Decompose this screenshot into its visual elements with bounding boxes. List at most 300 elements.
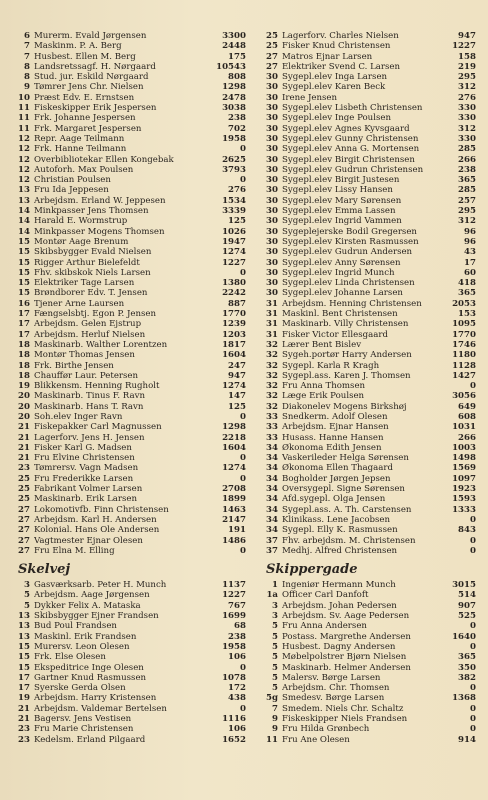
- resident-name: Murersv. Leon Olesen: [34, 641, 130, 652]
- tax-amount: 947: [458, 31, 476, 41]
- house-number: 5: [272, 641, 278, 652]
- list-item: [262, 402, 476, 412]
- resident-name: Sygepl.elev Mary Sørensen: [282, 195, 402, 206]
- house-number: 34: [266, 525, 278, 536]
- resident-name: Fhv. arbejdsm. M. Christensen: [282, 535, 416, 546]
- tax-amount: 1274: [222, 381, 246, 392]
- house-number: 25: [266, 31, 278, 41]
- resident-name: Arbejdsm. Valdemar Bertelsen: [34, 703, 167, 714]
- tax-amount: 0: [470, 641, 476, 652]
- tax-amount: 1274: [222, 463, 246, 474]
- left-top-list: [14, 31, 246, 556]
- house-number: 15: [18, 662, 30, 673]
- house-number: 17: [18, 672, 30, 683]
- tax-amount: 2708: [222, 484, 246, 495]
- resident-name: Økonoma Ellen Thagaard: [282, 463, 394, 474]
- resident-name: Sygepl.elev Ingrid Munch: [282, 267, 395, 278]
- tax-amount: 1097: [452, 473, 476, 484]
- list-item: [262, 144, 476, 154]
- resident-name: Oversygepl. Signe Sørensen: [282, 484, 405, 495]
- tax-amount: 1958: [222, 641, 246, 652]
- tax-amount: 1770: [452, 329, 476, 340]
- resident-name: Blikkensm. Henning Rugholt: [34, 381, 160, 392]
- resident-name: Arbejdsm. Karl H. Andersen: [34, 514, 157, 525]
- list-item: [14, 62, 246, 72]
- house-number: 32: [266, 401, 278, 412]
- house-number: 30: [266, 175, 278, 186]
- resident-name: Fisker Karl G. Madsen: [34, 442, 132, 453]
- resident-name: Minkpasser Jens Thomsen: [34, 206, 149, 217]
- resident-name: Fru Ane Olesen: [282, 734, 350, 745]
- resident-name: Sygepl.elev Anna G. Mortensen: [282, 144, 420, 155]
- list-item: [262, 124, 476, 134]
- house-number: 5: [272, 672, 278, 683]
- resident-name: Fiskepakker Carl Magnussen: [34, 422, 162, 433]
- list-item: [14, 82, 246, 92]
- resident-name: Ingeniør Hermann Munch: [282, 580, 396, 591]
- house-number: 23: [18, 734, 30, 745]
- tax-amount: 276: [228, 185, 246, 196]
- house-number: 27: [266, 51, 278, 62]
- resident-name: Maskinm. P. A. Berg: [34, 41, 122, 52]
- house-number: 3: [272, 600, 278, 611]
- tax-amount: 1203: [222, 329, 246, 340]
- tax-amount: 312: [458, 82, 476, 93]
- house-number: 30: [266, 236, 278, 247]
- resident-name: Chauffør Laur. Petersen: [34, 370, 139, 381]
- list-item: [262, 463, 476, 473]
- list-item: [262, 611, 476, 621]
- list-item: [262, 484, 476, 494]
- tax-amount: 1604: [222, 442, 246, 453]
- house-number: 32: [266, 381, 278, 392]
- house-number: 34: [266, 494, 278, 505]
- resident-name: Postass. Margrethe Andersen: [282, 631, 411, 642]
- tax-amount: 172: [228, 683, 246, 694]
- house-number: 5: [272, 662, 278, 673]
- list-item: [14, 299, 246, 309]
- house-number: 8: [24, 72, 30, 83]
- list-item: [262, 196, 476, 206]
- resident-name: Repr. Aage Teilmann: [34, 133, 125, 144]
- resident-name: Lokomotivfb. Finn Christensen: [34, 504, 169, 515]
- list-item: [14, 41, 246, 51]
- resident-name: Diakonelev Mogens Birkshøj: [282, 401, 407, 412]
- house-number: 23: [18, 463, 30, 474]
- tax-amount: 1899: [222, 494, 246, 505]
- list-item: [14, 113, 246, 123]
- house-number: 27: [266, 61, 278, 72]
- tax-amount: 17: [464, 257, 476, 268]
- list-item: [262, 433, 476, 443]
- resident-name: Tømrersv. Vagn Madsen: [34, 463, 139, 474]
- list-item: [14, 185, 246, 195]
- list-item: [262, 580, 476, 590]
- resident-name: Brøndborer Edv. T. Jensen: [34, 288, 148, 299]
- tax-amount: 1227: [222, 590, 246, 601]
- resident-name: Skibsbygger Ejner Frandsen: [34, 611, 159, 622]
- house-number: 27: [18, 525, 30, 536]
- list-item: [14, 124, 246, 134]
- tax-amount: 1463: [222, 504, 246, 515]
- list-item: [14, 453, 246, 463]
- resident-name: Lagerforv. Jens H. Jensen: [34, 432, 145, 443]
- resident-name: Bud Poul Frandsen: [34, 621, 117, 632]
- resident-name: Fru Elvine Christensen: [34, 453, 135, 464]
- tax-amount: 96: [464, 226, 476, 237]
- house-number: 25: [18, 484, 30, 495]
- list-item: [14, 72, 246, 82]
- tax-amount: 808: [228, 72, 246, 83]
- resident-name: Sygepl.elev Ingrid Vammen: [282, 216, 402, 227]
- resident-name: Smedem. Niels Chr. Schaltz: [282, 703, 404, 714]
- tax-amount: 1380: [222, 278, 246, 289]
- tax-amount: 382: [458, 672, 476, 683]
- list-item: [14, 165, 246, 175]
- resident-name: Husbest. Dagny Andersen: [282, 641, 396, 652]
- list-item: [262, 113, 476, 123]
- house-number: 30: [266, 103, 278, 114]
- right-top-list: [262, 31, 476, 556]
- tax-amount: 0: [240, 473, 246, 484]
- tax-amount: 0: [240, 144, 246, 155]
- tax-amount: 3300: [222, 31, 246, 41]
- resident-name: Fængselsbtj. Egon P. Jensen: [34, 309, 157, 320]
- house-number: 12: [18, 175, 30, 186]
- tax-amount: 907: [458, 600, 476, 611]
- list-item: [262, 93, 476, 103]
- list-item: [14, 463, 246, 473]
- tax-amount: 1031: [452, 422, 476, 433]
- list-item: [262, 185, 476, 195]
- house-number: 32: [266, 370, 278, 381]
- tax-amount: 330: [458, 113, 476, 124]
- resident-name: Sygepl.ass. Karen J. Thomsen: [282, 370, 411, 381]
- tax-amount: 175: [228, 51, 246, 62]
- list-item: [262, 175, 476, 185]
- resident-name: Vagtmester Ejnar Olesen: [34, 535, 143, 546]
- house-number: 30: [266, 144, 278, 155]
- tax-amount: 0: [240, 662, 246, 673]
- resident-name: Arbejdsm. Henning Christensen: [282, 298, 422, 309]
- resident-name: Elektriker Svend C. Larsen: [282, 61, 401, 72]
- resident-name: Sygeh.portør Harry Andersen: [282, 350, 412, 361]
- house-number: 5: [24, 590, 30, 601]
- house-number: 15: [18, 257, 30, 268]
- house-number: 18: [18, 360, 30, 371]
- resident-name: Fisker Victor Ellesgaard: [282, 329, 388, 340]
- street-heading-skelvej: Skelvej: [18, 562, 71, 578]
- list-item: [262, 268, 476, 278]
- resident-name: Minkpasser Mogens Thomsen: [34, 226, 165, 237]
- house-number: 20: [18, 391, 30, 402]
- tax-amount: 0: [470, 714, 476, 724]
- tax-amount: 1746: [452, 339, 476, 350]
- tax-amount: 947: [228, 370, 246, 381]
- house-number: 18: [18, 350, 30, 361]
- resident-name: Sygepl.elev Birgit Christensen: [282, 154, 415, 165]
- house-number: 30: [266, 206, 278, 217]
- list-item: [262, 350, 476, 360]
- tax-amount: 2147: [222, 514, 246, 525]
- tax-amount: 3793: [222, 164, 246, 175]
- resident-name: Gasværksarb. Peter H. Munch: [34, 580, 167, 591]
- list-item: [14, 652, 246, 662]
- resident-name: Sygepl.elev Gudrun Christensen: [282, 164, 424, 175]
- tax-amount: 2478: [222, 92, 246, 103]
- resident-name: Fhv. skibskok Niels Larsen: [34, 267, 151, 278]
- house-number: 17: [18, 329, 30, 340]
- list-item: [262, 278, 476, 288]
- house-number: 37: [266, 545, 278, 556]
- resident-name: Husass. Hanne Hansen: [282, 432, 384, 443]
- resident-name: Sygepl.elev Lissy Hansen: [282, 185, 393, 196]
- resident-name: Malersv. Børge Larsen: [282, 672, 381, 683]
- resident-name: Sygepl.elev Kirsten Rasmussen: [282, 236, 419, 247]
- list-item: [14, 340, 246, 350]
- resident-name: Maskinarb. Walther Lorentzen: [34, 339, 168, 350]
- house-number: 30: [266, 195, 278, 206]
- resident-name: Sygepl.elev Birgit Justesen: [282, 175, 400, 186]
- tax-amount: 1427: [452, 370, 476, 381]
- house-number: 9: [272, 714, 278, 724]
- house-number: 19: [18, 693, 30, 704]
- resident-name: Fru Ida Jeppesen: [34, 185, 109, 196]
- list-item: [262, 632, 476, 642]
- tax-amount: 1227: [452, 41, 476, 52]
- tax-amount: 1652: [222, 734, 246, 745]
- resident-name: Fabrikant Volmer Larsen: [34, 484, 143, 495]
- resident-name: Arbejdsm. Harry Kristensen: [34, 693, 157, 704]
- list-item: [14, 611, 246, 621]
- resident-name: Sygeplejerske Bodil Gregersen: [282, 226, 417, 237]
- resident-name: Økonoma Edith Jensen: [282, 442, 382, 453]
- list-item: [262, 288, 476, 298]
- house-number: 31: [266, 329, 278, 340]
- house-number: 31: [266, 298, 278, 309]
- tax-amount: 1770: [222, 309, 246, 320]
- house-number: 18: [18, 370, 30, 381]
- tax-amount: 1095: [452, 319, 476, 330]
- resident-name: Arbejdsm. Sv. Aage Pedersen: [282, 611, 410, 622]
- list-item: [14, 196, 246, 206]
- resident-name: Fisker Knud Christensen: [282, 41, 391, 52]
- list-item: [14, 268, 246, 278]
- tax-amount: 2448: [222, 41, 246, 52]
- list-item: [262, 422, 476, 432]
- tax-amount: 2625: [222, 154, 246, 165]
- list-item: [262, 621, 476, 631]
- list-item: [262, 381, 476, 391]
- list-item: [14, 704, 246, 714]
- list-item: [14, 216, 246, 226]
- house-number: 30: [266, 267, 278, 278]
- tax-amount: 365: [458, 175, 476, 186]
- list-item: [262, 134, 476, 144]
- list-item: [14, 206, 246, 216]
- house-number: 13: [18, 611, 30, 622]
- resident-name: Sygepl.elev Inge Poulsen: [282, 113, 391, 124]
- tax-amount: 1958: [222, 133, 246, 144]
- street-heading-skippergade: Skippergade: [266, 562, 358, 578]
- house-number: 13: [18, 621, 30, 632]
- house-number: 5: [272, 652, 278, 663]
- house-number: 1: [272, 580, 278, 591]
- list-item: [262, 735, 476, 745]
- tax-amount: 3339: [222, 206, 246, 217]
- house-number: 3: [24, 580, 30, 591]
- house-number: 7: [272, 703, 278, 714]
- tax-amount: 2053: [452, 298, 476, 309]
- resident-name: Fru Frederikke Larsen: [34, 473, 134, 484]
- house-number: 30: [266, 154, 278, 165]
- tax-amount: 60: [464, 267, 476, 278]
- resident-name: Arbejdsm. Ejnar Hansen: [282, 422, 389, 433]
- tax-amount: 767: [228, 600, 246, 611]
- tax-amount: 0: [470, 683, 476, 694]
- tax-amount: 887: [228, 298, 246, 309]
- list-item: [14, 642, 246, 652]
- house-number: 3: [272, 611, 278, 622]
- list-item: [14, 319, 246, 329]
- resident-name: Arbejdsm. Aage Jørgensen: [34, 590, 150, 601]
- list-item: [262, 652, 476, 662]
- resident-name: Arbejdsm. Erland W. Jeppesen: [34, 195, 166, 206]
- house-number: 23: [18, 724, 30, 735]
- tax-amount: 1333: [452, 504, 476, 515]
- tax-amount: 247: [228, 360, 246, 371]
- resident-name: Læge Erik Poulsen: [282, 391, 365, 402]
- list-item: [14, 601, 246, 611]
- resident-name: Arbejdsm. Herluf Nielsen: [34, 329, 146, 340]
- list-item: [14, 361, 246, 371]
- tax-amount: 125: [228, 401, 246, 412]
- tax-amount: 158: [458, 51, 476, 62]
- tax-amount: 1274: [222, 247, 246, 258]
- house-number: 11: [18, 103, 30, 114]
- tax-amount: 0: [470, 535, 476, 546]
- list-item: [262, 227, 476, 237]
- list-item: [262, 258, 476, 268]
- resident-name: Maskinl. Erik Frandsen: [34, 631, 137, 642]
- tax-amount: 1239: [222, 319, 246, 330]
- house-number: 15: [18, 267, 30, 278]
- house-number: 30: [266, 226, 278, 237]
- tax-amount: 147: [228, 391, 246, 402]
- resident-name: Fru Anna Andersen: [282, 621, 367, 632]
- tax-amount: 365: [458, 652, 476, 663]
- house-number: 27: [18, 514, 30, 525]
- resident-name: Ekspeditrice Inge Olesen: [34, 662, 144, 673]
- tax-amount: 330: [458, 133, 476, 144]
- list-item: [262, 525, 476, 535]
- house-number: 34: [266, 514, 278, 525]
- resident-name: Møbelpolstrer Bjørn Nielsen: [282, 652, 407, 663]
- tax-amount: 238: [228, 631, 246, 642]
- house-number: 15: [18, 641, 30, 652]
- list-item: [262, 642, 476, 652]
- tax-amount: 1078: [222, 672, 246, 683]
- tax-amount: 0: [240, 453, 246, 464]
- tax-amount: 0: [240, 267, 246, 278]
- tax-amount: 608: [458, 411, 476, 422]
- tax-amount: 418: [458, 278, 476, 289]
- tax-amount: 191: [228, 525, 246, 536]
- list-item: [14, 227, 246, 237]
- list-item: [14, 536, 246, 546]
- tax-amount: 702: [228, 123, 246, 134]
- house-number: 30: [266, 123, 278, 134]
- tax-amount: 276: [458, 92, 476, 103]
- house-number: 27: [18, 504, 30, 515]
- house-number: 17: [18, 309, 30, 320]
- house-number: 30: [266, 82, 278, 93]
- house-number: 30: [266, 247, 278, 258]
- house-number: 7: [24, 51, 30, 62]
- tax-amount: 295: [458, 72, 476, 83]
- tax-amount: 1368: [452, 693, 476, 704]
- list-item: [262, 391, 476, 401]
- resident-name: Montør Aage Brenum: [34, 236, 129, 247]
- tax-amount: 125: [228, 216, 246, 227]
- resident-name: Sygepl.ass. A. Th. Carstensen: [282, 504, 412, 515]
- right-bottom-list: [262, 580, 476, 745]
- list-item: [262, 590, 476, 600]
- resident-name: Præst Edv. E. Ernstsen: [34, 92, 135, 103]
- list-item: [14, 309, 246, 319]
- tax-amount: 3015: [452, 580, 476, 591]
- resident-name: Maskinl. Bent Christensen: [282, 309, 398, 320]
- tax-amount: 0: [470, 545, 476, 556]
- house-number: 30: [266, 288, 278, 299]
- house-number: 21: [18, 442, 30, 453]
- resident-name: Frk. Margaret Jespersen: [34, 123, 142, 134]
- list-item: [262, 361, 476, 371]
- house-number: 14: [18, 226, 30, 237]
- house-number: 5: [272, 631, 278, 642]
- tax-amount: 1640: [452, 631, 476, 642]
- tax-amount: 238: [228, 113, 246, 124]
- tax-amount: 0: [240, 411, 246, 422]
- list-item: [262, 663, 476, 673]
- tax-amount: 106: [228, 652, 246, 663]
- house-number: 13: [18, 185, 30, 196]
- resident-name: Snedkerm. Adolf Olesen: [282, 411, 388, 422]
- resident-name: Fru Anna Thomsen: [282, 381, 366, 392]
- tax-amount: 914: [458, 734, 476, 745]
- resident-name: Sygepl. Karla R Kragh: [282, 360, 380, 371]
- list-item: [14, 144, 246, 154]
- house-number: 21: [18, 432, 30, 443]
- resident-name: Afd.sygepl. Olga Jensen: [282, 494, 386, 505]
- list-item: [14, 258, 246, 268]
- resident-name: Fru Marie Christensen: [34, 724, 134, 735]
- left-column: [14, 31, 246, 745]
- resident-name: Tømrer Jens Chr. Nielsen: [34, 82, 144, 93]
- resident-name: Tjener Arne Laursen: [34, 298, 125, 309]
- tax-amount: 285: [458, 185, 476, 196]
- list-item: [262, 52, 476, 62]
- left-bottom-list: [14, 580, 246, 745]
- house-number: 19: [18, 381, 30, 392]
- house-number: 30: [266, 185, 278, 196]
- resident-name: Bagersv. Jens Vestisen: [34, 714, 132, 724]
- list-item: [262, 601, 476, 611]
- house-number: 32: [266, 350, 278, 361]
- house-number: 27: [18, 545, 30, 556]
- list-item: [14, 391, 246, 401]
- house-number: 21: [18, 422, 30, 433]
